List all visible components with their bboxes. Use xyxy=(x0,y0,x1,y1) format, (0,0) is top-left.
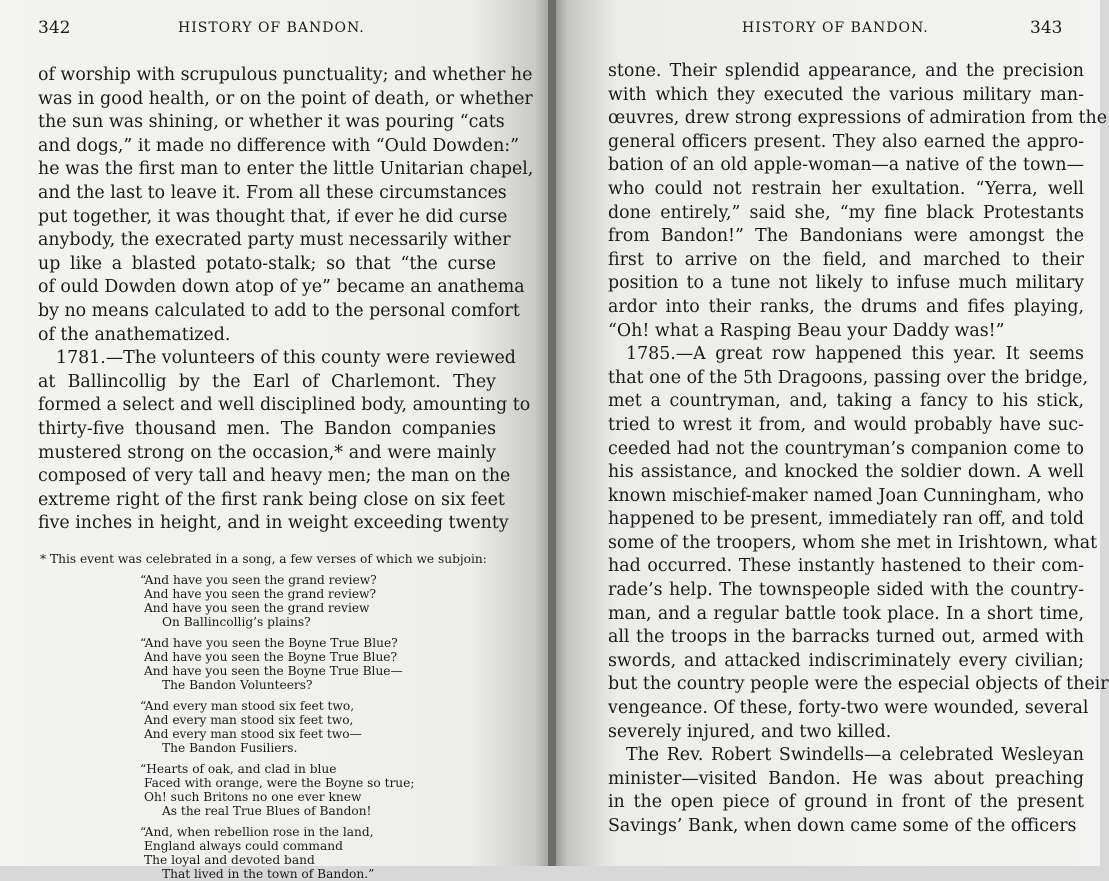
text-line: extreme right of the first rank being close on six feet xyxy=(38,489,505,510)
text-line: in the open piece of ground in front of the present xyxy=(608,792,1084,813)
left-page xyxy=(0,0,552,881)
verse-stanza xyxy=(140,573,498,629)
text-line: severely injured, and two killed. xyxy=(608,721,892,742)
verse-line: “And have you seen the Boyne True Blue? xyxy=(140,636,398,650)
text-line: up like a blasted potato-stalk; so that “the curse xyxy=(38,253,496,274)
text-line: of worship with scrupulous punctuality; and whether he xyxy=(38,65,533,85)
verse-line: And every man stood six feet two— xyxy=(144,727,362,741)
text-line: mustered strong on the occasion,* and were mainly xyxy=(38,442,496,463)
left-running-head: HISTORY OF BANDON. xyxy=(178,20,365,36)
verse-line: And have you seen the grand review xyxy=(144,601,370,615)
text-line: five inches in height, and in weight exceeding twenty xyxy=(38,513,509,534)
verse-stanza xyxy=(140,699,498,755)
text-line: swords, and attacked indiscriminately every civilian; xyxy=(608,650,1084,671)
verse-stanza xyxy=(140,636,498,692)
text-line: rade’s help. The townspeople sided with the country- xyxy=(608,580,1084,601)
text-line: and the last to leave it. From all these circumstances xyxy=(38,182,507,203)
left-page-number: 342 xyxy=(38,18,71,38)
verse-line: The loyal and devoted band xyxy=(144,853,315,867)
text-line: position to a tune not likely to infuse much military xyxy=(608,273,1084,294)
text-line: with which they executed the various military man- xyxy=(608,84,1084,105)
verse-line: Oh! such Britons no one ever knew xyxy=(144,790,362,804)
text-line: of ould Dowden down atop of ye” became an anathema xyxy=(38,277,525,298)
text-line: and dogs,” it made no difference with “Ould Dowden:” xyxy=(38,135,520,156)
text-line: The Rev. Robert Swindells—a celebrated Wesleyan xyxy=(626,745,1084,766)
text-line: his assistance, and knocked the soldier down. A well xyxy=(608,462,1084,483)
text-line: anybody, the execrated party must necessarily wither xyxy=(38,230,511,251)
text-line: Savings’ Bank, when down came some of the officers xyxy=(608,816,1077,836)
text-line: stone. Their splendid appearance, and the precision xyxy=(608,61,1084,81)
verse-line: And have you seen the Boyne True Blue— xyxy=(144,664,403,678)
text-line: vengeance. Of these, forty-two were wounded, several xyxy=(608,698,1089,719)
text-line: 1785.—A great row happened this year. It seems xyxy=(626,344,1084,365)
text-line: met a countryman, and, taking a fancy to his stick, xyxy=(608,391,1084,412)
text-line: who could not restrain her exultation. “Yerra, well xyxy=(608,178,1084,199)
verse-line: On Ballincollig’s plains? xyxy=(162,615,311,629)
right-page xyxy=(552,0,1109,866)
verse-line: And every man stood six feet two, xyxy=(144,713,354,727)
text-line: had occurred. These instantly hastened to their com- xyxy=(608,556,1084,577)
verse-line: And have you seen the grand review? xyxy=(144,587,377,601)
text-line: formed a select and well disciplined body, amounting to xyxy=(38,395,531,416)
text-line: “Oh! what a Rasping Beau your Daddy was!” xyxy=(608,320,1005,341)
verse-line: The Bandon Fusiliers. xyxy=(162,741,298,755)
text-line: done entirely,” said she, “my fine black Protestants xyxy=(608,202,1084,223)
text-line: minister—visited Bandon. He was about preaching xyxy=(608,768,1084,789)
verse-line: “And have you seen the grand review? xyxy=(140,573,377,587)
text-line: ceeded had not the countryman’s companion come to xyxy=(608,438,1084,459)
right-page-number: 343 xyxy=(1030,18,1063,38)
verse-stanza xyxy=(140,762,498,818)
text-line: 1781.—The volunteers of this county were reviewed xyxy=(56,348,516,369)
text-line: that one of the 5th Dragoons, passing over the bridge, xyxy=(608,367,1088,388)
left-body-text xyxy=(38,64,534,536)
verse-line: The Bandon Volunteers? xyxy=(162,678,313,692)
text-line: bation of an old apple-woman—a native of the town— xyxy=(608,155,1084,176)
verse-line: “And every man stood six feet two, xyxy=(140,699,355,713)
verse-line: England always could command xyxy=(144,839,343,853)
text-line: general officers present. They also earned the appro- xyxy=(608,131,1084,152)
text-line: by no means calculated to add to the personal comfort xyxy=(38,300,520,321)
verse-line: As the real True Blues of Bandon! xyxy=(162,804,372,818)
text-line: but the country people were the especial objects of their xyxy=(608,674,1109,695)
text-line: the sun was shining, or whether it was pouring “cats xyxy=(38,112,505,133)
verse-line: “Hearts of oak, and clad in blue xyxy=(140,762,337,776)
text-line: put together, it was thought that, if ever he did curse xyxy=(38,206,508,227)
right-body-text xyxy=(608,60,1109,839)
verse-line: Faced with orange, were the Boyne so true; xyxy=(144,776,415,790)
text-line: first to arrive on the field, and marched to their xyxy=(608,249,1084,270)
text-line: composed of very tall and heavy men; the man on the xyxy=(38,466,511,487)
verse-line: And have you seen the Boyne True Blue? xyxy=(144,650,398,664)
text-line: known mischief-maker named Joan Cunningham, who xyxy=(608,485,1084,506)
footnote xyxy=(40,552,498,881)
text-line: of the anathematized. xyxy=(38,324,231,345)
text-line: tried to wrest it from, and would probably have suc- xyxy=(608,414,1084,435)
text-line: man, and a regular battle took place. In a short time, xyxy=(608,603,1084,624)
text-line: at Ballincollig by the Earl of Charlemont. They xyxy=(38,371,496,392)
text-line: was in good health, or on the point of death, or whether xyxy=(38,88,533,109)
right-running-head: HISTORY OF BANDON. xyxy=(742,20,929,36)
text-line: œuvres, drew strong expressions of admiration from the xyxy=(608,108,1108,129)
footnote-intro: * This event was celebrated in a song, a few verses of which we subjoin: xyxy=(40,552,487,566)
verse-stanza xyxy=(140,825,498,881)
text-line: some of the troopers, whom she met in Irishtown, what xyxy=(608,532,1098,553)
text-line: he was the first man to enter the little Unitarian chapel, xyxy=(38,159,534,180)
text-line: happened to be present, immediately ran off, and told xyxy=(608,509,1084,530)
text-line: from Bandon!” The Bandonians were amongst the xyxy=(608,226,1084,247)
verse-line: “And, when rebellion rose in the land, xyxy=(140,825,374,839)
book-gutter xyxy=(548,0,556,866)
text-line: thirty-five thousand men. The Bandon companies xyxy=(38,418,496,439)
verse-line: That lived in the town of Bandon.” xyxy=(162,867,375,881)
text-line: all the troops in the barracks turned out, armed with xyxy=(608,627,1084,648)
text-line: ardor into their ranks, the drums and fifes playing, xyxy=(608,296,1084,317)
